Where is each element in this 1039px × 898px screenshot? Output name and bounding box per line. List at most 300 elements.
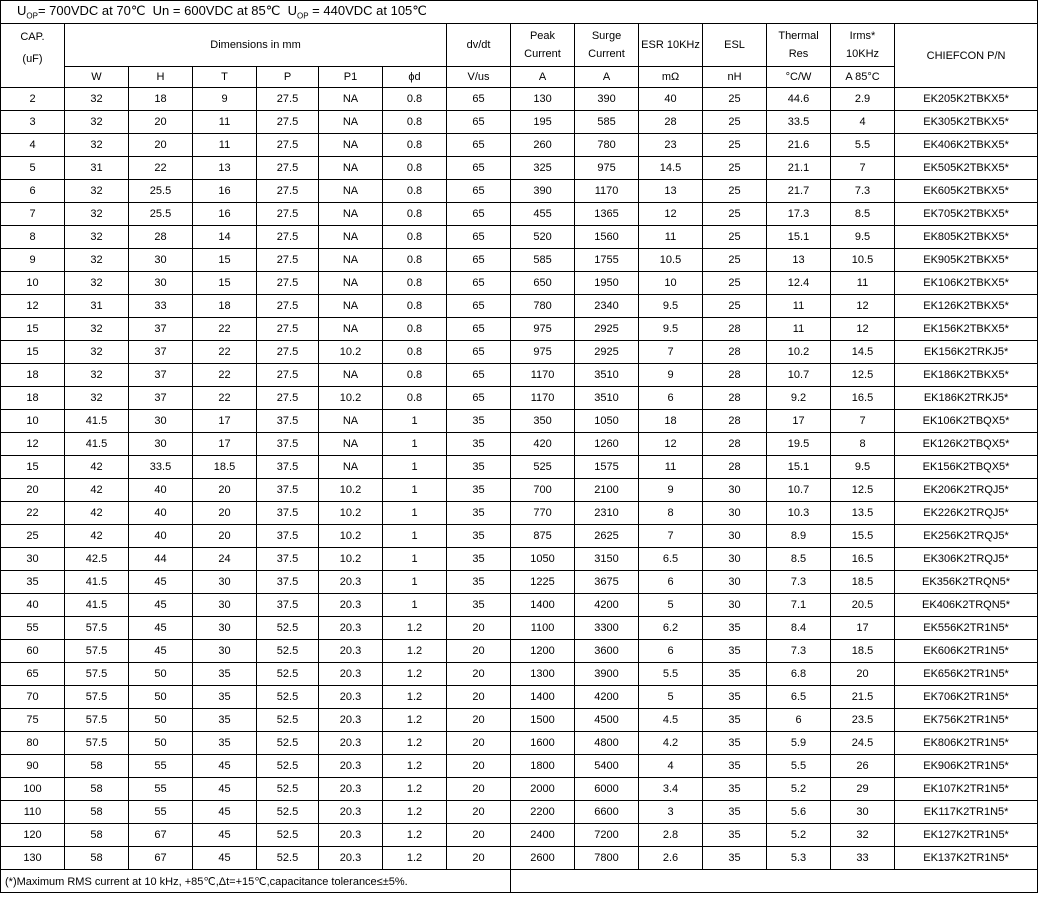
cell-part-number[interactable]: EK137K2TR1N5* bbox=[895, 847, 1038, 870]
cell-cap[interactable]: 35 bbox=[1, 571, 65, 594]
cell-t[interactable]: 22 bbox=[193, 387, 257, 410]
cell-w[interactable]: 41.5 bbox=[65, 594, 129, 617]
cell-p[interactable]: 52.5 bbox=[257, 732, 319, 755]
cell-thermal-res[interactable]: 21.1 bbox=[767, 157, 831, 180]
cell-dvdt[interactable]: 65 bbox=[447, 295, 511, 318]
cell-part-number[interactable]: EK256K2TRQJ5* bbox=[895, 525, 1038, 548]
cell-t[interactable]: 15 bbox=[193, 272, 257, 295]
cell-thermal-res[interactable]: 8.9 bbox=[767, 525, 831, 548]
cell-w[interactable]: 58 bbox=[65, 755, 129, 778]
cell-t[interactable]: 30 bbox=[193, 640, 257, 663]
cell-irms[interactable]: 20 bbox=[831, 663, 895, 686]
cell-p1[interactable]: NA bbox=[319, 226, 383, 249]
cell-esr[interactable]: 9.5 bbox=[639, 295, 703, 318]
cell-cap[interactable]: 2 bbox=[1, 88, 65, 111]
cell-w[interactable]: 31 bbox=[65, 157, 129, 180]
cell-w[interactable]: 32 bbox=[65, 341, 129, 364]
cell-surge-current[interactable]: 3675 bbox=[575, 571, 639, 594]
cell-esl[interactable]: 35 bbox=[703, 617, 767, 640]
cell-p1[interactable]: 20.3 bbox=[319, 686, 383, 709]
cell-p1[interactable]: NA bbox=[319, 433, 383, 456]
cell-surge-current[interactable]: 7200 bbox=[575, 824, 639, 847]
cell-esl[interactable]: 28 bbox=[703, 387, 767, 410]
empty-cell[interactable] bbox=[511, 1, 1038, 24]
cell-irms[interactable]: 16.5 bbox=[831, 387, 895, 410]
cell-p[interactable]: 27.5 bbox=[257, 203, 319, 226]
cell-esr[interactable]: 7 bbox=[639, 341, 703, 364]
cell-cap[interactable]: 15 bbox=[1, 318, 65, 341]
cell-surge-current[interactable]: 1950 bbox=[575, 272, 639, 295]
cell-thermal-res[interactable]: 10.2 bbox=[767, 341, 831, 364]
cell-esl[interactable]: 35 bbox=[703, 824, 767, 847]
cell-part-number[interactable]: EK306K2TRQJ5* bbox=[895, 548, 1038, 571]
cell-h[interactable]: 37 bbox=[129, 364, 193, 387]
cell-h[interactable]: 22 bbox=[129, 157, 193, 180]
cell-irms[interactable]: 20.5 bbox=[831, 594, 895, 617]
cell-lead-diameter[interactable]: 1.2 bbox=[383, 686, 447, 709]
cell-p[interactable]: 27.5 bbox=[257, 134, 319, 157]
cell-part-number[interactable]: EK107K2TR1N5* bbox=[895, 778, 1038, 801]
cell-dvdt[interactable]: 35 bbox=[447, 571, 511, 594]
cell-esr[interactable]: 6 bbox=[639, 640, 703, 663]
cell-esr[interactable]: 4.5 bbox=[639, 709, 703, 732]
cell-h[interactable]: 33 bbox=[129, 295, 193, 318]
cell-lead-diameter[interactable]: 1 bbox=[383, 548, 447, 571]
cell-part-number[interactable]: EK756K2TR1N5* bbox=[895, 709, 1038, 732]
cell-dvdt[interactable]: 20 bbox=[447, 640, 511, 663]
cell-t[interactable]: 17 bbox=[193, 410, 257, 433]
cell-dvdt[interactable]: 20 bbox=[447, 686, 511, 709]
cell-cap[interactable]: 60 bbox=[1, 640, 65, 663]
cell-p[interactable]: 52.5 bbox=[257, 640, 319, 663]
cell-part-number[interactable]: EK106K2TBQX5* bbox=[895, 410, 1038, 433]
cell-part-number[interactable]: EK156K2TRKJ5* bbox=[895, 341, 1038, 364]
cell-esr[interactable]: 11 bbox=[639, 226, 703, 249]
cell-lead-diameter[interactable]: 1.2 bbox=[383, 640, 447, 663]
cell-cap[interactable]: 6 bbox=[1, 180, 65, 203]
cell-lead-diameter[interactable]: 1.2 bbox=[383, 617, 447, 640]
cell-p[interactable]: 37.5 bbox=[257, 479, 319, 502]
cell-surge-current[interactable]: 4200 bbox=[575, 594, 639, 617]
cell-lead-diameter[interactable]: 1.2 bbox=[383, 663, 447, 686]
cell-cap[interactable]: 75 bbox=[1, 709, 65, 732]
cell-esl[interactable]: 30 bbox=[703, 548, 767, 571]
cell-peak-current[interactable]: 1400 bbox=[511, 594, 575, 617]
cell-thermal-res[interactable]: 15.1 bbox=[767, 226, 831, 249]
cell-dvdt[interactable]: 20 bbox=[447, 778, 511, 801]
cell-t[interactable]: 45 bbox=[193, 778, 257, 801]
cell-irms[interactable]: 4 bbox=[831, 111, 895, 134]
cell-thermal-res[interactable]: 5.5 bbox=[767, 755, 831, 778]
cell-t[interactable]: 22 bbox=[193, 364, 257, 387]
cell-irms[interactable]: 9.5 bbox=[831, 456, 895, 479]
cell-t[interactable]: 14 bbox=[193, 226, 257, 249]
cell-peak-current[interactable]: 1400 bbox=[511, 686, 575, 709]
cell-w[interactable]: 58 bbox=[65, 801, 129, 824]
cell-p[interactable]: 37.5 bbox=[257, 456, 319, 479]
cell-lead-diameter[interactable]: 1 bbox=[383, 456, 447, 479]
cell-h[interactable]: 45 bbox=[129, 617, 193, 640]
cell-t[interactable]: 18.5 bbox=[193, 456, 257, 479]
cell-surge-current[interactable]: 2310 bbox=[575, 502, 639, 525]
cell-h[interactable]: 40 bbox=[129, 479, 193, 502]
cell-irms[interactable]: 24.5 bbox=[831, 732, 895, 755]
cell-p[interactable]: 27.5 bbox=[257, 249, 319, 272]
cell-cap[interactable]: 18 bbox=[1, 364, 65, 387]
cell-h[interactable]: 25.5 bbox=[129, 203, 193, 226]
cell-w[interactable]: 42.5 bbox=[65, 548, 129, 571]
cell-surge-current[interactable]: 1560 bbox=[575, 226, 639, 249]
cell-dvdt[interactable]: 65 bbox=[447, 111, 511, 134]
cell-dvdt[interactable]: 65 bbox=[447, 157, 511, 180]
cell-esr[interactable]: 8 bbox=[639, 502, 703, 525]
cell-thermal-res[interactable]: 19.5 bbox=[767, 433, 831, 456]
cell-cap[interactable]: 90 bbox=[1, 755, 65, 778]
cell-w[interactable]: 57.5 bbox=[65, 686, 129, 709]
cell-thermal-res[interactable]: 11 bbox=[767, 295, 831, 318]
cell-surge-current[interactable]: 2340 bbox=[575, 295, 639, 318]
cell-w[interactable]: 32 bbox=[65, 88, 129, 111]
cell-esr[interactable]: 3 bbox=[639, 801, 703, 824]
cell-h[interactable]: 37 bbox=[129, 341, 193, 364]
cell-peak-current[interactable]: 1800 bbox=[511, 755, 575, 778]
unit-irms[interactable]: A 85°C bbox=[831, 67, 895, 88]
cell-p1[interactable]: NA bbox=[319, 157, 383, 180]
cell-t[interactable]: 45 bbox=[193, 755, 257, 778]
cell-irms[interactable]: 12.5 bbox=[831, 479, 895, 502]
cell-part-number[interactable]: EK156K2TBQX5* bbox=[895, 456, 1038, 479]
cell-irms[interactable]: 12 bbox=[831, 295, 895, 318]
cell-p1[interactable]: 20.3 bbox=[319, 755, 383, 778]
cell-esl[interactable]: 28 bbox=[703, 410, 767, 433]
cell-esr[interactable]: 10 bbox=[639, 272, 703, 295]
cell-peak-current[interactable]: 780 bbox=[511, 295, 575, 318]
cell-esl[interactable]: 25 bbox=[703, 295, 767, 318]
empty-cell[interactable] bbox=[511, 870, 1038, 893]
cell-p[interactable]: 52.5 bbox=[257, 847, 319, 870]
header-esl[interactable]: ESL bbox=[703, 24, 767, 67]
cell-part-number[interactable]: EK356K2TRQN5* bbox=[895, 571, 1038, 594]
cell-part-number[interactable]: EK206K2TRQJ5* bbox=[895, 479, 1038, 502]
cell-peak-current[interactable]: 2200 bbox=[511, 801, 575, 824]
cell-t[interactable]: 45 bbox=[193, 824, 257, 847]
cell-w[interactable]: 57.5 bbox=[65, 663, 129, 686]
cell-w[interactable]: 42 bbox=[65, 502, 129, 525]
cell-surge-current[interactable]: 585 bbox=[575, 111, 639, 134]
ratings-title[interactable]: $U_{OP}= 700VDC$ at 70℃ Un = 600VDC at 85℃ $U_{OP} = 440VDC$ at 105℃ bbox=[1, 1, 511, 24]
cell-h[interactable]: 45 bbox=[129, 594, 193, 617]
cell-lead-diameter[interactable]: 1.2 bbox=[383, 755, 447, 778]
cell-p[interactable]: 52.5 bbox=[257, 778, 319, 801]
cell-part-number[interactable]: EK556K2TR1N5* bbox=[895, 617, 1038, 640]
cell-cap[interactable]: 110 bbox=[1, 801, 65, 824]
cell-cap[interactable]: 10 bbox=[1, 272, 65, 295]
cell-p1[interactable]: 20.3 bbox=[319, 594, 383, 617]
cell-w[interactable]: 42 bbox=[65, 479, 129, 502]
cell-p1[interactable]: 20.3 bbox=[319, 778, 383, 801]
cell-part-number[interactable]: EK505K2TBKX5* bbox=[895, 157, 1038, 180]
cell-surge-current[interactable]: 7800 bbox=[575, 847, 639, 870]
cell-t[interactable]: 24 bbox=[193, 548, 257, 571]
cell-esr[interactable]: 5 bbox=[639, 686, 703, 709]
cell-irms[interactable]: 18.5 bbox=[831, 571, 895, 594]
cell-esl[interactable]: 30 bbox=[703, 525, 767, 548]
cell-w[interactable]: 32 bbox=[65, 134, 129, 157]
cell-t[interactable]: 35 bbox=[193, 686, 257, 709]
cell-part-number[interactable]: EK126K2TBQX5* bbox=[895, 433, 1038, 456]
cell-thermal-res[interactable]: 33.5 bbox=[767, 111, 831, 134]
cell-peak-current[interactable]: 650 bbox=[511, 272, 575, 295]
cell-h[interactable]: 55 bbox=[129, 778, 193, 801]
cell-thermal-res[interactable]: 10.7 bbox=[767, 364, 831, 387]
cell-t[interactable]: 13 bbox=[193, 157, 257, 180]
cell-h[interactable]: 20 bbox=[129, 134, 193, 157]
cell-peak-current[interactable]: 1500 bbox=[511, 709, 575, 732]
cell-esl[interactable]: 30 bbox=[703, 594, 767, 617]
unit-lead-diameter[interactable]: ϕd bbox=[383, 67, 447, 88]
cell-p1[interactable]: 20.3 bbox=[319, 801, 383, 824]
cell-cap[interactable]: 130 bbox=[1, 847, 65, 870]
cell-w[interactable]: 32 bbox=[65, 249, 129, 272]
cell-esl[interactable]: 35 bbox=[703, 640, 767, 663]
cell-p[interactable]: 37.5 bbox=[257, 525, 319, 548]
cell-part-number[interactable]: EK205K2TBKX5* bbox=[895, 88, 1038, 111]
cell-peak-current[interactable]: 420 bbox=[511, 433, 575, 456]
cell-peak-current[interactable]: 585 bbox=[511, 249, 575, 272]
cell-dvdt[interactable]: 65 bbox=[447, 180, 511, 203]
cell-dvdt[interactable]: 35 bbox=[447, 525, 511, 548]
cell-p1[interactable]: NA bbox=[319, 318, 383, 341]
cell-esl[interactable]: 25 bbox=[703, 203, 767, 226]
cell-cap[interactable]: 15 bbox=[1, 341, 65, 364]
cell-h[interactable]: 45 bbox=[129, 640, 193, 663]
cell-w[interactable]: 58 bbox=[65, 824, 129, 847]
cell-h[interactable]: 50 bbox=[129, 732, 193, 755]
cell-t[interactable]: 11 bbox=[193, 134, 257, 157]
cell-irms[interactable]: 2.9 bbox=[831, 88, 895, 111]
cell-w[interactable]: 32 bbox=[65, 318, 129, 341]
cell-p1[interactable]: NA bbox=[319, 364, 383, 387]
footnote[interactable]: (*)Maximum RMS current at 10 kHz, +85℃,Δt=+15℃,capacitance tolerance≤±5%. bbox=[1, 870, 511, 893]
cell-w[interactable]: 42 bbox=[65, 456, 129, 479]
cell-thermal-res[interactable]: 10.7 bbox=[767, 479, 831, 502]
cell-lead-diameter[interactable]: 1.2 bbox=[383, 732, 447, 755]
cell-w[interactable]: 32 bbox=[65, 180, 129, 203]
cell-surge-current[interactable]: 780 bbox=[575, 134, 639, 157]
cell-cap[interactable]: 22 bbox=[1, 502, 65, 525]
cell-part-number[interactable]: EK186K2TBKX5* bbox=[895, 364, 1038, 387]
cell-peak-current[interactable]: 1600 bbox=[511, 732, 575, 755]
cell-w[interactable]: 57.5 bbox=[65, 709, 129, 732]
cell-peak-current[interactable]: 390 bbox=[511, 180, 575, 203]
unit-p[interactable]: P bbox=[257, 67, 319, 88]
cell-peak-current[interactable]: 1170 bbox=[511, 387, 575, 410]
cell-esl[interactable]: 30 bbox=[703, 479, 767, 502]
cell-dvdt[interactable]: 65 bbox=[447, 88, 511, 111]
cell-part-number[interactable]: EK406K2TBKX5* bbox=[895, 134, 1038, 157]
cell-peak-current[interactable]: 195 bbox=[511, 111, 575, 134]
cell-p[interactable]: 52.5 bbox=[257, 801, 319, 824]
header-peak-current[interactable]: Peak Current bbox=[511, 24, 575, 67]
cell-p1[interactable]: 10.2 bbox=[319, 525, 383, 548]
cell-cap[interactable]: 40 bbox=[1, 594, 65, 617]
cell-peak-current[interactable]: 875 bbox=[511, 525, 575, 548]
cell-peak-current[interactable]: 2600 bbox=[511, 847, 575, 870]
cell-h[interactable]: 55 bbox=[129, 755, 193, 778]
cell-dvdt[interactable]: 20 bbox=[447, 801, 511, 824]
cell-surge-current[interactable]: 3300 bbox=[575, 617, 639, 640]
cell-p1[interactable]: NA bbox=[319, 180, 383, 203]
cell-part-number[interactable]: EK805K2TBKX5* bbox=[895, 226, 1038, 249]
cell-peak-current[interactable]: 2000 bbox=[511, 778, 575, 801]
cell-h[interactable]: 50 bbox=[129, 663, 193, 686]
cell-lead-diameter[interactable]: 0.8 bbox=[383, 318, 447, 341]
cell-p[interactable]: 27.5 bbox=[257, 88, 319, 111]
cell-irms[interactable]: 18.5 bbox=[831, 640, 895, 663]
cell-w[interactable]: 32 bbox=[65, 203, 129, 226]
cell-lead-diameter[interactable]: 1.2 bbox=[383, 824, 447, 847]
cell-h[interactable]: 67 bbox=[129, 824, 193, 847]
cell-surge-current[interactable]: 1050 bbox=[575, 410, 639, 433]
unit-thermal-res[interactable]: °C/W bbox=[767, 67, 831, 88]
cell-lead-diameter[interactable]: 0.8 bbox=[383, 180, 447, 203]
cell-dvdt[interactable]: 35 bbox=[447, 594, 511, 617]
cell-dvdt[interactable]: 65 bbox=[447, 203, 511, 226]
cell-h[interactable]: 20 bbox=[129, 111, 193, 134]
cell-w[interactable]: 32 bbox=[65, 387, 129, 410]
cell-thermal-res[interactable]: 7.1 bbox=[767, 594, 831, 617]
cell-part-number[interactable]: EK656K2TR1N5* bbox=[895, 663, 1038, 686]
cell-esr[interactable]: 13 bbox=[639, 180, 703, 203]
cell-lead-diameter[interactable]: 0.8 bbox=[383, 387, 447, 410]
cell-esl[interactable]: 35 bbox=[703, 686, 767, 709]
cell-peak-current[interactable]: 260 bbox=[511, 134, 575, 157]
cell-esr[interactable]: 6.2 bbox=[639, 617, 703, 640]
cell-esr[interactable]: 9.5 bbox=[639, 318, 703, 341]
cell-esl[interactable]: 25 bbox=[703, 249, 767, 272]
cell-irms[interactable]: 7 bbox=[831, 410, 895, 433]
cell-t[interactable]: 15 bbox=[193, 249, 257, 272]
cell-thermal-res[interactable]: 17.3 bbox=[767, 203, 831, 226]
cell-irms[interactable]: 8 bbox=[831, 433, 895, 456]
cell-lead-diameter[interactable]: 0.8 bbox=[383, 341, 447, 364]
cell-lead-diameter[interactable]: 0.8 bbox=[383, 249, 447, 272]
cell-dvdt[interactable]: 20 bbox=[447, 617, 511, 640]
cell-surge-current[interactable]: 2925 bbox=[575, 318, 639, 341]
cell-part-number[interactable]: EK156K2TBKX5* bbox=[895, 318, 1038, 341]
cell-w[interactable]: 57.5 bbox=[65, 640, 129, 663]
cell-p[interactable]: 27.5 bbox=[257, 272, 319, 295]
cell-esl[interactable]: 25 bbox=[703, 272, 767, 295]
cell-peak-current[interactable]: 1300 bbox=[511, 663, 575, 686]
cell-thermal-res[interactable]: 7.3 bbox=[767, 571, 831, 594]
cell-lead-diameter[interactable]: 1.2 bbox=[383, 709, 447, 732]
cell-thermal-res[interactable]: 6.8 bbox=[767, 663, 831, 686]
cell-p[interactable]: 27.5 bbox=[257, 364, 319, 387]
cell-surge-current[interactable]: 1170 bbox=[575, 180, 639, 203]
cell-thermal-res[interactable]: 12.4 bbox=[767, 272, 831, 295]
cell-irms[interactable]: 9.5 bbox=[831, 226, 895, 249]
cell-p[interactable]: 27.5 bbox=[257, 226, 319, 249]
cell-esr[interactable]: 4.2 bbox=[639, 732, 703, 755]
cell-dvdt[interactable]: 35 bbox=[447, 410, 511, 433]
cell-lead-diameter[interactable]: 1 bbox=[383, 410, 447, 433]
cell-cap[interactable]: 12 bbox=[1, 433, 65, 456]
cell-esr[interactable]: 6 bbox=[639, 387, 703, 410]
cell-peak-current[interactable]: 975 bbox=[511, 318, 575, 341]
cell-p[interactable]: 52.5 bbox=[257, 755, 319, 778]
unit-surge-current[interactable]: A bbox=[575, 67, 639, 88]
cell-irms[interactable]: 13.5 bbox=[831, 502, 895, 525]
cell-thermal-res[interactable]: 44.6 bbox=[767, 88, 831, 111]
cell-thermal-res[interactable]: 10.3 bbox=[767, 502, 831, 525]
cell-esr[interactable]: 5.5 bbox=[639, 663, 703, 686]
cell-h[interactable]: 18 bbox=[129, 88, 193, 111]
cell-lead-diameter[interactable]: 0.8 bbox=[383, 88, 447, 111]
cell-part-number[interactable]: EK605K2TBKX5* bbox=[895, 180, 1038, 203]
cell-irms[interactable]: 32 bbox=[831, 824, 895, 847]
cell-part-number[interactable]: EK706K2TR1N5* bbox=[895, 686, 1038, 709]
cell-esl[interactable]: 35 bbox=[703, 755, 767, 778]
cell-esr[interactable]: 40 bbox=[639, 88, 703, 111]
cell-t[interactable]: 20 bbox=[193, 479, 257, 502]
cell-cap[interactable]: 30 bbox=[1, 548, 65, 571]
unit-p1[interactable]: P1 bbox=[319, 67, 383, 88]
cell-part-number[interactable]: EK705K2TBKX5* bbox=[895, 203, 1038, 226]
cell-h[interactable]: 28 bbox=[129, 226, 193, 249]
cell-p[interactable]: 27.5 bbox=[257, 157, 319, 180]
cell-t[interactable]: 17 bbox=[193, 433, 257, 456]
cell-w[interactable]: 57.5 bbox=[65, 617, 129, 640]
cell-p1[interactable]: NA bbox=[319, 249, 383, 272]
cell-p[interactable]: 27.5 bbox=[257, 180, 319, 203]
cell-irms[interactable]: 7.3 bbox=[831, 180, 895, 203]
cell-surge-current[interactable]: 3510 bbox=[575, 364, 639, 387]
cell-h[interactable]: 37 bbox=[129, 387, 193, 410]
cell-surge-current[interactable]: 1260 bbox=[575, 433, 639, 456]
cell-surge-current[interactable]: 2625 bbox=[575, 525, 639, 548]
cell-peak-current[interactable]: 700 bbox=[511, 479, 575, 502]
cell-lead-diameter[interactable]: 0.8 bbox=[383, 364, 447, 387]
cell-surge-current[interactable]: 390 bbox=[575, 88, 639, 111]
header-irms[interactable]: Irms* 10KHz bbox=[831, 24, 895, 67]
cell-irms[interactable]: 8.5 bbox=[831, 203, 895, 226]
cell-esl[interactable]: 25 bbox=[703, 111, 767, 134]
cell-irms[interactable]: 26 bbox=[831, 755, 895, 778]
cell-p[interactable]: 27.5 bbox=[257, 387, 319, 410]
cell-p[interactable]: 27.5 bbox=[257, 341, 319, 364]
cell-thermal-res[interactable]: 5.3 bbox=[767, 847, 831, 870]
header-surge-current[interactable]: Surge Current bbox=[575, 24, 639, 67]
cell-lead-diameter[interactable]: 0.8 bbox=[383, 203, 447, 226]
cell-cap[interactable]: 65 bbox=[1, 663, 65, 686]
cell-p[interactable]: 27.5 bbox=[257, 318, 319, 341]
cell-part-number[interactable]: EK906K2TR1N5* bbox=[895, 755, 1038, 778]
unit-peak-current[interactable]: A bbox=[511, 67, 575, 88]
cell-t[interactable]: 18 bbox=[193, 295, 257, 318]
cell-surge-current[interactable]: 3510 bbox=[575, 387, 639, 410]
cell-w[interactable]: 32 bbox=[65, 226, 129, 249]
cell-cap[interactable]: 70 bbox=[1, 686, 65, 709]
cell-irms[interactable]: 21.5 bbox=[831, 686, 895, 709]
cell-dvdt[interactable]: 20 bbox=[447, 709, 511, 732]
cell-surge-current[interactable]: 3150 bbox=[575, 548, 639, 571]
cell-cap[interactable]: 5 bbox=[1, 157, 65, 180]
cell-dvdt[interactable]: 20 bbox=[447, 663, 511, 686]
cell-surge-current[interactable]: 4800 bbox=[575, 732, 639, 755]
cell-part-number[interactable]: EK806K2TR1N5* bbox=[895, 732, 1038, 755]
cell-t[interactable]: 35 bbox=[193, 732, 257, 755]
